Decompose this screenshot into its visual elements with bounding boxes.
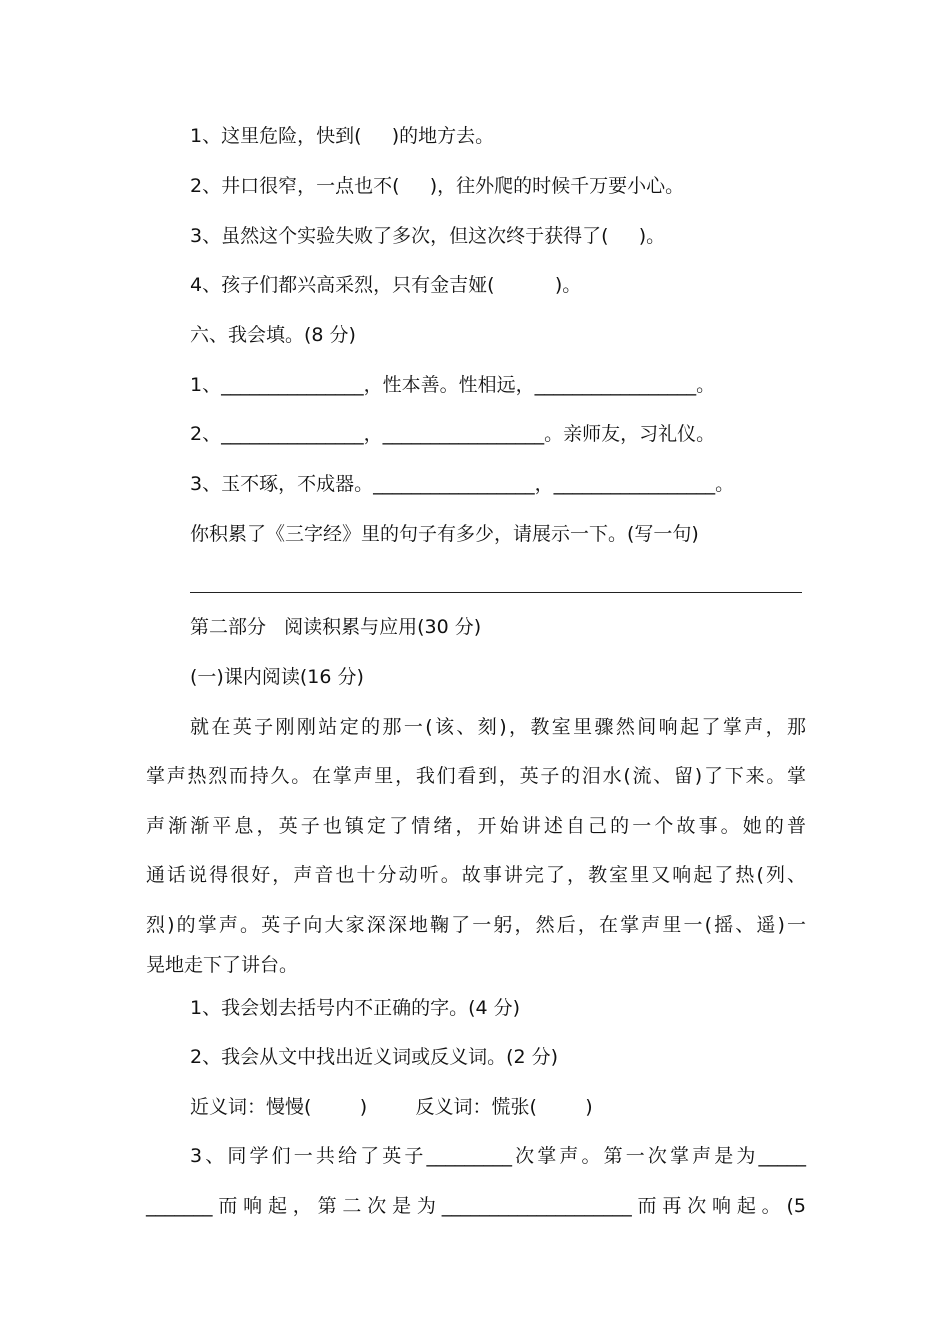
- passage-line-6: 晃地走下了讲台。: [146, 954, 299, 976]
- passage-line-3: 声渐渐平息，英子也镇定了情绪，开始讲述自己的一个故事。她的普: [146, 815, 806, 837]
- task-2: 2、我会从文中找出近义词或反义词。(2 分): [190, 1046, 559, 1068]
- question-4: 4、孩子们都兴高采烈，只有金吉娅( )。: [190, 274, 582, 296]
- task-1: 1、我会划去括号内不正确的字。(4 分): [190, 997, 521, 1019]
- task-3-line-1: 3、同学们一共给了英子_________次掌声。第一次掌声是为_____: [190, 1145, 806, 1167]
- fill-line-1: 1、_______________，性本善。性相远，_________________。: [190, 374, 716, 396]
- fill-line-3: 3、玉不琢，不成器。_________________，_________________。: [190, 473, 735, 495]
- passage-line-5: 烈)的掌声。英子向大家深深地鞠了一躬，然后，在掌声里一(摇、遥)一: [146, 914, 806, 936]
- question-1: 1、这里危险，快到( )的地方去。: [190, 125, 495, 147]
- task-3-line-2: _______而响起，第二次是为____________________而再次响起。(5: [146, 1195, 806, 1217]
- question-2: 2、井口很窄，一点也不( )，往外爬的时候千万要小心。: [190, 175, 685, 197]
- passage-line-4: 通话说得很好，声音也十分动听。故事讲完了，教室里又响起了热(列、: [146, 864, 806, 886]
- task-2-answers: 近义词：慢慢( ) 反义词：慌张( ): [190, 1096, 593, 1118]
- fill-prompt: 你积累了《三字经》里的句子有多少，请展示一下。(写一句): [190, 523, 699, 545]
- answer-line: [190, 592, 802, 593]
- passage-line-2: 掌声热烈而持久。在掌声里，我们看到，英子的泪水(流、留)了下来。掌: [146, 765, 806, 787]
- section-6-title: 六、我会填。(8 分): [190, 324, 356, 346]
- question-3: 3、虽然这个实验失败了多次，但这次终于获得了( )。: [190, 225, 666, 247]
- part-2-title: 第二部分 阅读积累与应用(30 分): [190, 616, 482, 638]
- passage-line-1: 就在英子刚刚站定的那一(该、刻)，教室里骤然间响起了掌声，那: [190, 716, 806, 738]
- fill-line-2: 2、_______________，_________________。亲师友，习礼仪。: [190, 423, 716, 445]
- reading-section-title: (一)课内阅读(16 分): [190, 666, 364, 688]
